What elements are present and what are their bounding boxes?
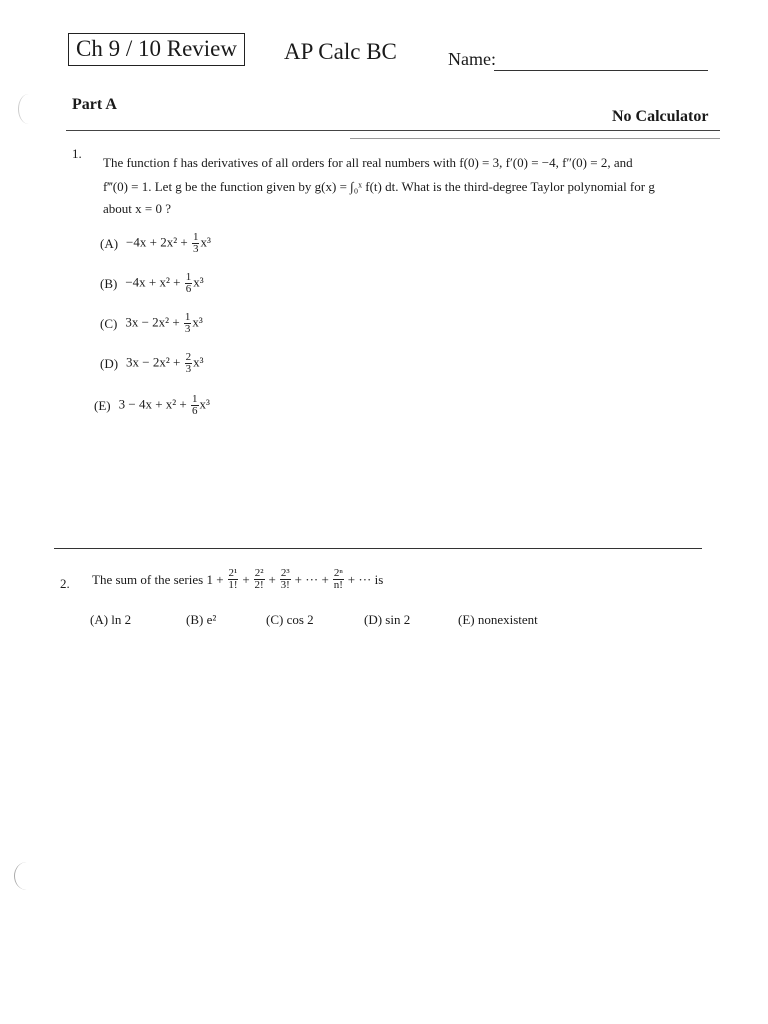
expr-post: x³ — [193, 274, 204, 290]
series-term-1 — [228, 568, 239, 591]
numerator: 2 — [185, 351, 192, 363]
question-2-choice-b — [186, 612, 216, 628]
numerator: 2³ — [280, 567, 290, 579]
choice-label: (A) — [100, 235, 119, 251]
question-1-choice-e — [94, 394, 210, 417]
scan-margin-mark — [14, 862, 39, 890]
fraction — [192, 232, 200, 255]
denominator: 6 — [192, 405, 198, 417]
choice-value: ln 2 — [111, 612, 132, 627]
ellipsis: + ··· + — [294, 571, 329, 587]
choice-label: (E) — [458, 612, 475, 627]
choice-label: (E) — [94, 397, 111, 413]
name-blank-line — [494, 70, 708, 71]
numerator: 1 — [192, 393, 198, 405]
denominator: 3! — [280, 579, 290, 591]
fraction — [185, 352, 193, 375]
choice-label: (B) — [100, 275, 118, 291]
choice-label: (D) — [364, 612, 383, 627]
fraction — [184, 312, 192, 335]
series-term-n — [333, 568, 344, 591]
choice-value: nonexistent — [477, 612, 538, 627]
numerator: 2² — [254, 567, 264, 579]
choice-expression — [119, 394, 210, 417]
part-label: Part A — [72, 96, 117, 113]
choice-label: (A) — [90, 612, 109, 627]
numerator: 1 — [184, 311, 191, 323]
question-1-number: 1. — [72, 146, 82, 161]
scan-margin-mark — [18, 94, 39, 124]
choice-expression — [125, 272, 203, 295]
stem-pre: The sum of the series 1 + — [92, 571, 224, 587]
expr-pre: 3x − 2x² + — [125, 314, 180, 330]
expr-post: x³ — [192, 314, 203, 330]
expr-pre: 3 − 4x + x² + — [118, 396, 187, 412]
expr-pre: −4x + x² + — [125, 274, 181, 290]
divider-middle — [54, 548, 702, 549]
question-1-stem-line-3: about x = 0 ? — [103, 201, 171, 216]
fraction — [185, 272, 193, 295]
choice-label: (C) — [266, 612, 284, 627]
series-term-2 — [254, 568, 265, 591]
question-2-number: 2. — [60, 576, 70, 591]
question-2-stem — [92, 568, 383, 591]
expr-post: x³ — [193, 354, 204, 370]
question-2-choice-c — [266, 612, 314, 628]
name-label: Name: — [448, 49, 496, 69]
numerator: 2ⁿ — [333, 567, 343, 579]
expr-pre: 3x − 2x² + — [126, 354, 181, 370]
numerator: 2¹ — [228, 567, 238, 579]
question-2-choice-e — [458, 612, 538, 628]
denominator: 3 — [192, 243, 199, 255]
choice-expression — [126, 352, 203, 375]
choice-expression — [125, 312, 202, 335]
denominator: 3 — [184, 323, 191, 335]
stem-post: + ··· is — [347, 571, 384, 587]
course-name: AP Calc BC — [284, 39, 397, 64]
plus-sign: + — [268, 571, 276, 587]
choice-label: (B) — [186, 612, 204, 627]
expr-pre: −4x + 2x² + — [126, 234, 188, 250]
document-title: Ch 9 / 10 Review — [68, 33, 245, 66]
plus-sign: + — [242, 571, 250, 587]
question-1-stem-line-1: The function f has derivatives of all orders for all real numbers with f(0) = 3, f′(0) = −4, f″(0) = 2, and — [103, 155, 633, 170]
choice-value: cos 2 — [286, 612, 314, 627]
choice-label: (C) — [100, 315, 118, 331]
choice-label: (D) — [100, 355, 119, 371]
numerator: 1 — [192, 231, 199, 243]
expr-post: x³ — [200, 234, 211, 250]
divider-top — [66, 130, 720, 131]
choice-value: e² — [206, 612, 217, 627]
denominator: 1! — [228, 579, 238, 591]
divider-top-faint — [350, 138, 720, 139]
question-2-choice-a — [90, 612, 131, 628]
choice-value: sin 2 — [385, 612, 411, 627]
numerator: 1 — [185, 271, 192, 283]
expr-post: x³ — [199, 396, 210, 412]
denominator: 2! — [254, 579, 264, 591]
question-1-stem-line-2: f‴(0) = 1. Let g be the function given by g(x) = ∫₀ˣ f(t) dt. What is the third-degree Taylor polynomial for g — [103, 179, 655, 194]
series-term-3 — [280, 568, 291, 591]
denominator: n! — [333, 579, 343, 591]
question-1-choice-b — [100, 272, 204, 295]
choice-expression — [126, 232, 211, 255]
denominator: 6 — [185, 283, 192, 295]
question-2-choice-d — [364, 612, 410, 628]
fraction — [191, 394, 199, 417]
question-1-choice-a — [100, 232, 211, 255]
question-1-choice-d — [100, 352, 204, 375]
denominator: 3 — [185, 363, 192, 375]
calculator-note: No Calculator — [612, 108, 709, 125]
question-1-choice-c — [100, 312, 203, 335]
